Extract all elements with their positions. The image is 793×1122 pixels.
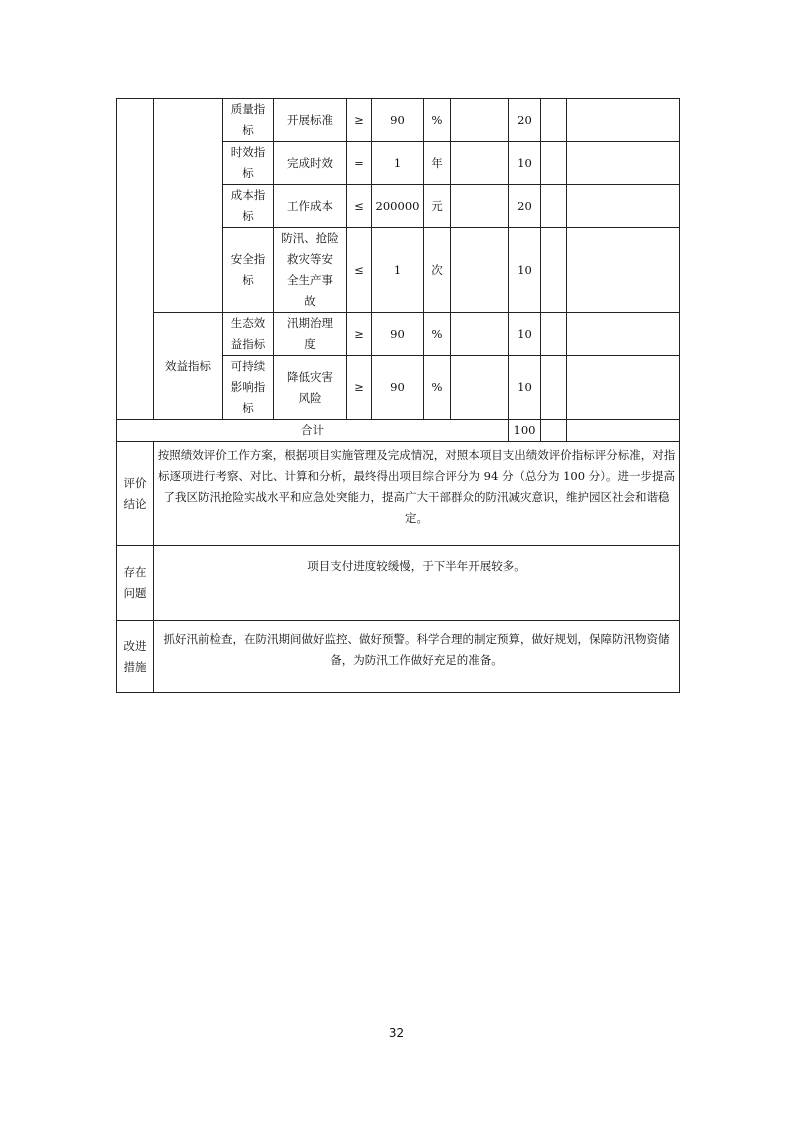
evaluation-label: 评价 结论 <box>117 442 154 546</box>
target-value: 200000 <box>372 185 424 228</box>
actual-value <box>451 185 509 228</box>
measures-text: 抓好汛前检查，在防汛期间做好监控、做好预警。科学合理的制定预算，做好规划，保障防汛物资储备，为防汛工作做好充足的准备。 <box>154 621 680 693</box>
actual-value <box>451 313 509 356</box>
level2-cell <box>154 99 223 313</box>
unit: 年 <box>424 142 451 185</box>
total-row <box>117 420 680 442</box>
page-number: 32 <box>388 1026 405 1040</box>
score <box>541 356 567 420</box>
target-value: 90 <box>372 99 424 142</box>
problems-text: 项目支付进度较缓慢，于下半年开展较多。 <box>154 546 680 621</box>
target-value: 1 <box>372 228 424 313</box>
total-weight: 100 <box>509 420 541 442</box>
note <box>567 142 680 185</box>
actual-value <box>451 99 509 142</box>
level3-indicator: 安全指 标 <box>223 228 274 313</box>
unit: 次 <box>424 228 451 313</box>
benefit-indicator-label: 效益指标 <box>154 313 223 420</box>
level3-indicator: 质量指 标 <box>223 99 274 142</box>
weight: 20 <box>509 185 541 228</box>
target-value: 1 <box>372 142 424 185</box>
operator: = <box>347 142 372 185</box>
actual-value <box>451 142 509 185</box>
indicator-name: 降低灾害 风险 <box>274 356 347 420</box>
total-note <box>567 420 680 442</box>
note <box>567 313 680 356</box>
operator: ≤ <box>347 185 372 228</box>
score <box>541 313 567 356</box>
note <box>567 228 680 313</box>
indicator-name: 开展标准 <box>274 99 347 142</box>
target-value: 90 <box>372 313 424 356</box>
level1-cell <box>117 99 154 420</box>
note <box>567 99 680 142</box>
performance-table <box>116 98 680 693</box>
unit: 元 <box>424 185 451 228</box>
problems-row <box>117 546 680 621</box>
operator: ≥ <box>347 356 372 420</box>
target-value: 90 <box>372 356 424 420</box>
indicator-name: 工作成本 <box>274 185 347 228</box>
problems-label: 存在 问题 <box>117 546 154 621</box>
measures-row <box>117 621 680 693</box>
level3-indicator: 生态效 益指标 <box>223 313 274 356</box>
weight: 10 <box>509 228 541 313</box>
unit: % <box>424 313 451 356</box>
score <box>541 185 567 228</box>
level3-indicator: 可持续 影响指 标 <box>223 356 274 420</box>
score <box>541 142 567 185</box>
weight: 10 <box>509 142 541 185</box>
operator: ≥ <box>347 99 372 142</box>
evaluation-text: 按照绩效评价工作方案，根据项目实施管理及完成情况，对照本项目支出绩效评价指标评分标准，对指标逐项进行考察、对比、计算和分析，最终得出项目综合评分为 94 分（总分为 100 分）。进一步提高了我区防汛抢险实战水平和应急处突能力，提高广大干部群众的防汛减灾意识，维护园区社会和谐稳定。 <box>154 442 680 546</box>
level3-indicator: 成本指 标 <box>223 185 274 228</box>
total-score <box>541 420 567 442</box>
operator: ≤ <box>347 228 372 313</box>
indicator-name: 汛期治理 度 <box>274 313 347 356</box>
unit: % <box>424 356 451 420</box>
table-row <box>117 99 680 142</box>
note <box>567 356 680 420</box>
measures-label: 改进 措施 <box>117 621 154 693</box>
actual-value <box>451 228 509 313</box>
weight: 10 <box>509 356 541 420</box>
weight: 20 <box>509 99 541 142</box>
unit: % <box>424 99 451 142</box>
indicator-name: 完成时效 <box>274 142 347 185</box>
weight: 10 <box>509 313 541 356</box>
level3-indicator: 时效指 标 <box>223 142 274 185</box>
table-row <box>117 313 680 356</box>
score <box>541 99 567 142</box>
indicator-name: 防汛、抢险 救灾等安 全生产事 故 <box>274 228 347 313</box>
note <box>567 185 680 228</box>
total-label: 合计 <box>117 420 509 442</box>
operator: ≥ <box>347 313 372 356</box>
evaluation-row <box>117 442 680 546</box>
actual-value <box>451 356 509 420</box>
score <box>541 228 567 313</box>
